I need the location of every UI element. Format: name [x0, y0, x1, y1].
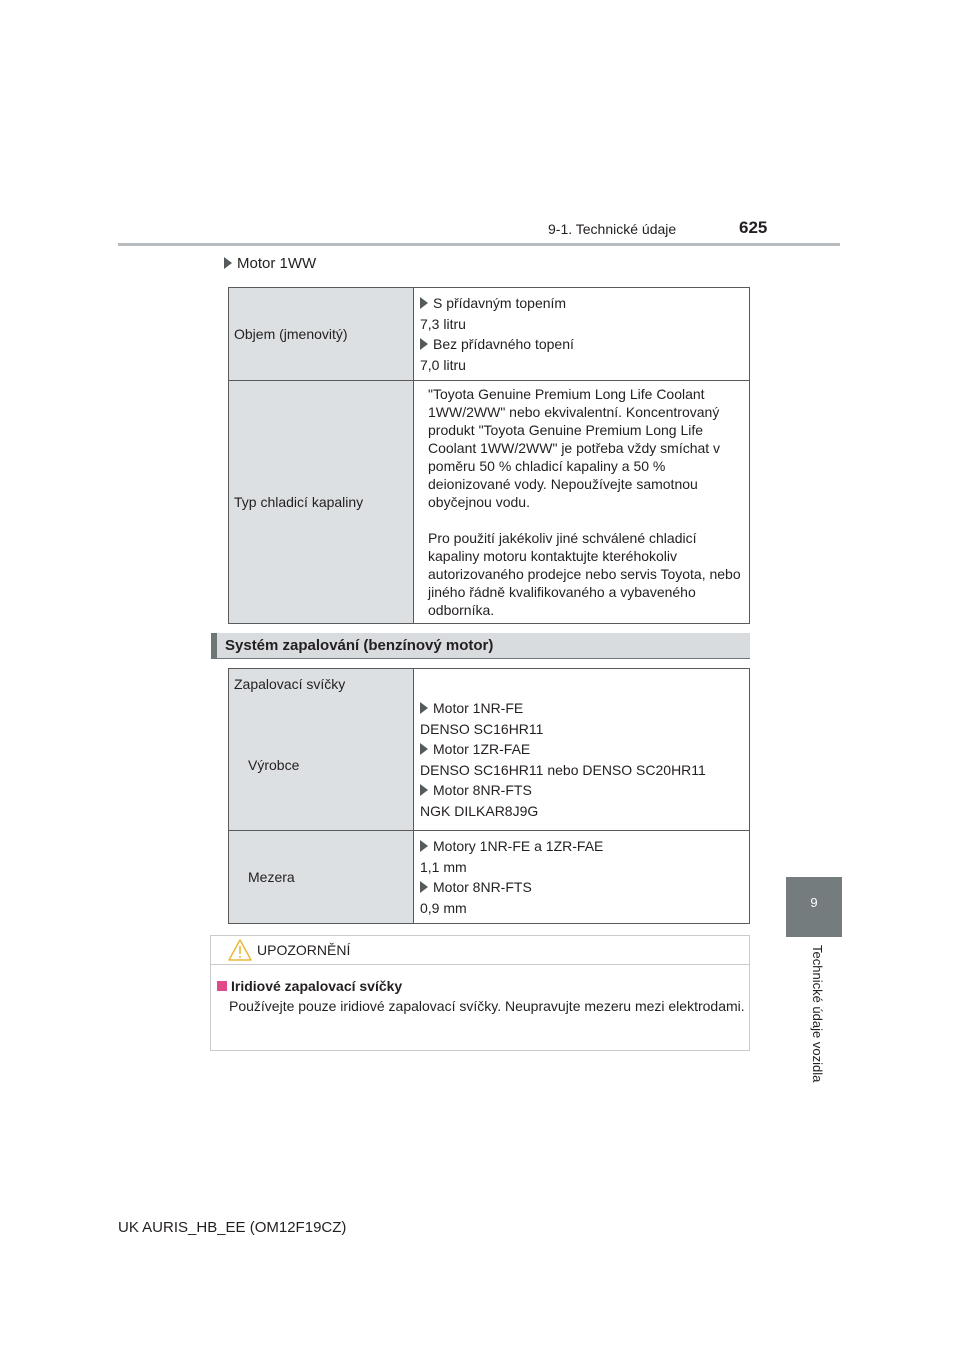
caution-box: [210, 935, 750, 1051]
value-heading: Motory 1NR-FE a 1ZR-FAE: [420, 837, 743, 855]
chapter-label-text: Technické údaje vozidla: [810, 945, 825, 1083]
value-text: 7,3 litru: [420, 316, 466, 332]
group-label: Zapalovací svíčky: [234, 676, 346, 692]
coolant-paragraph: Pro použití jakékoliv jiné schválené chladicí kapaliny motoru kontaktujte kteréhokoliv autorizovaného prodejce nebo servis Toyota, nebo jiného řádně kvalifikovaného a vybaveného odborníka.: [428, 530, 741, 618]
triangle-bullet-icon: [224, 257, 232, 269]
coolant-table: [228, 287, 750, 624]
row-value: [414, 288, 750, 381]
row-value: [414, 669, 750, 831]
value-text: 7,0 litru: [420, 357, 466, 373]
row-value: [414, 831, 750, 924]
caution-header: [211, 936, 749, 965]
coolant-paragraph: "Toyota Genuine Premium Long Life Coolant 1WW/2WW" nebo ekvivalentní. Koncentrovaný produkt "Toyota Genuine Premium Long Life Coolant 1WW/2WW" je potřeba vždy smíchat v poměru 50 % chladicí kapaliny a 50 % deionizované vody. Nepoužívejte samotnou obyčejnou vodu.: [428, 386, 721, 510]
value-heading: Bez přídavného topení: [420, 335, 743, 353]
header-rule: [118, 243, 840, 246]
value-text: 1,1 mm: [420, 859, 467, 875]
triangle-bullet-icon: [420, 297, 428, 309]
row-label: Objem (jmenovitý): [229, 288, 414, 381]
triangle-bullet-icon: [420, 881, 428, 893]
table-row: [229, 288, 750, 381]
triangle-bullet-icon: [420, 743, 428, 755]
value-text: DENSO SC16HR11 nebo DENSO SC20HR11: [420, 762, 706, 778]
triangle-bullet-icon: [420, 840, 428, 852]
table-row: [229, 381, 750, 624]
chapter-tab-number: 9: [810, 895, 818, 910]
section-title: 9-1. Technické údaje: [548, 221, 677, 237]
triangle-bullet-icon: [420, 338, 428, 350]
value-text: NGK DILKAR8J9G: [420, 803, 539, 819]
row-value: [414, 381, 750, 624]
motor-heading-text: Motor 1WW: [237, 255, 317, 272]
table-row: [229, 669, 750, 831]
row-label: Typ chladicí kapaliny: [229, 381, 414, 624]
value-heading: Motor 1ZR-FAE: [420, 740, 743, 758]
value-heading: Motor 8NR-FTS: [420, 878, 743, 896]
square-bullet-icon: [217, 981, 227, 991]
chapter-label: [805, 945, 825, 1095]
page-number: 625: [739, 218, 768, 237]
row-label: Mezera: [229, 831, 414, 924]
table-row: [229, 831, 750, 924]
section-heading: Systém zapalování (benzínový motor): [225, 637, 494, 654]
triangle-bullet-icon: [420, 702, 428, 714]
value-text: 0,9 mm: [420, 900, 467, 916]
sub-label: Výrobce: [248, 757, 300, 773]
triangle-bullet-icon: [420, 784, 428, 796]
value-heading: Motor 1NR-FE: [420, 699, 743, 717]
ignition-table: [228, 668, 750, 924]
value-text: DENSO SC16HR11: [420, 721, 544, 737]
section-heading-bar: [211, 633, 750, 659]
caution-text: Používejte pouze iridiové zapalovací svíčky. Neupravujte mezeru mezi elektrodami.: [229, 998, 745, 1014]
warning-triangle-icon: [228, 939, 252, 961]
caution-title: UPOZORNĚNÍ: [257, 942, 351, 958]
row-label: [229, 669, 414, 831]
value-heading: S přídavným topením: [420, 294, 743, 312]
footer-code: UK AURIS_HB_EE (OM12F19CZ): [118, 1219, 347, 1236]
value-heading: Motor 8NR-FTS: [420, 781, 743, 799]
caution-subheading: Iridiové zapalovací svíčky: [217, 978, 402, 994]
motor-heading: [224, 255, 316, 272]
